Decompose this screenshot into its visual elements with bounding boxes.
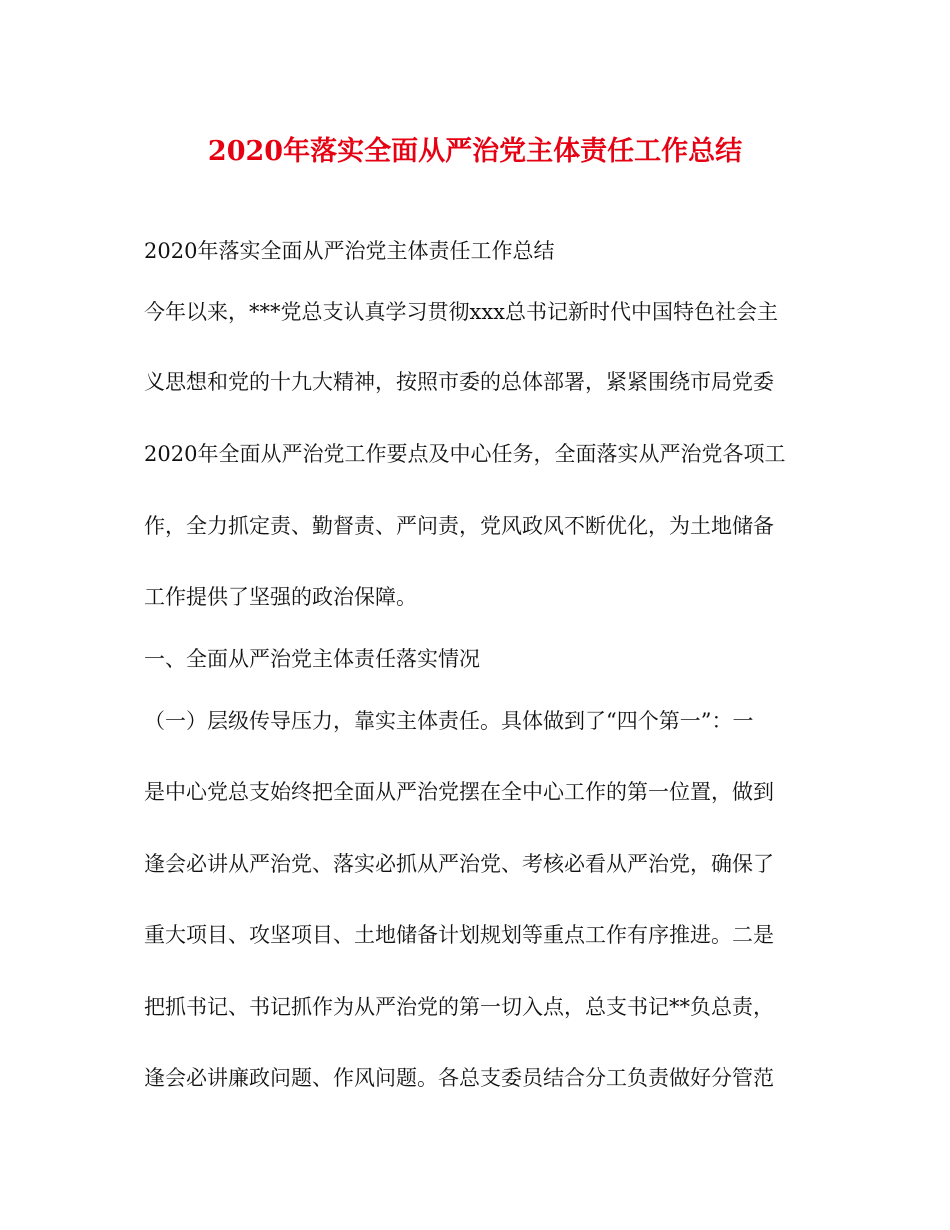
body-line-6: 工作提供了坚强的政治保障。 bbox=[144, 585, 417, 609]
body-line-1: 2020年落实全面从严治党主体责任工作总结 bbox=[144, 239, 555, 263]
body-line-7: 一、全面从严治党主体责任落实情况 bbox=[144, 647, 480, 671]
body-line-2: 今年以来，***党总支认真学习贯彻xxx总书记新时代中国特色社会主 bbox=[144, 300, 779, 324]
body-line-10: 逢会必讲从严治党、落实必抓从严治党、考核必看从严治党，确保了 bbox=[144, 852, 774, 876]
body-line-4: 2020年全面从严治党工作要点及中心任务，全面落实从严治党各项工 bbox=[144, 442, 786, 466]
body-line-9: 是中心党总支始终把全面从严治党摆在全中心工作的第一位置，做到 bbox=[144, 780, 774, 804]
body-line-11: 重大项目、攻坚项目、土地储备计划规划等重点工作有序推进。二是 bbox=[144, 923, 774, 947]
body-line-13: 逢会必讲廉政问题、作风问题。各总支委员结合分工负责做好分管范 bbox=[144, 1066, 774, 1090]
body-line-12: 把抓书记、书记抓作为从严治党的第一切入点，总支书记**负总责， bbox=[144, 995, 774, 1019]
document-title: 2020年落实全面从严治党主体责任工作总结 bbox=[207, 136, 743, 167]
body-line-5: 作，全力抓定责、勤督责、严问责，党风政风不断优化，为土地储备 bbox=[144, 514, 774, 538]
body-line-3: 义思想和党的十九大精神，按照市委的总体部署，紧紧围绕市局党委 bbox=[144, 370, 774, 394]
body-line-8: （一）层级传导压力，靠实主体责任。具体做到了“四个第一”：一 bbox=[144, 709, 754, 733]
